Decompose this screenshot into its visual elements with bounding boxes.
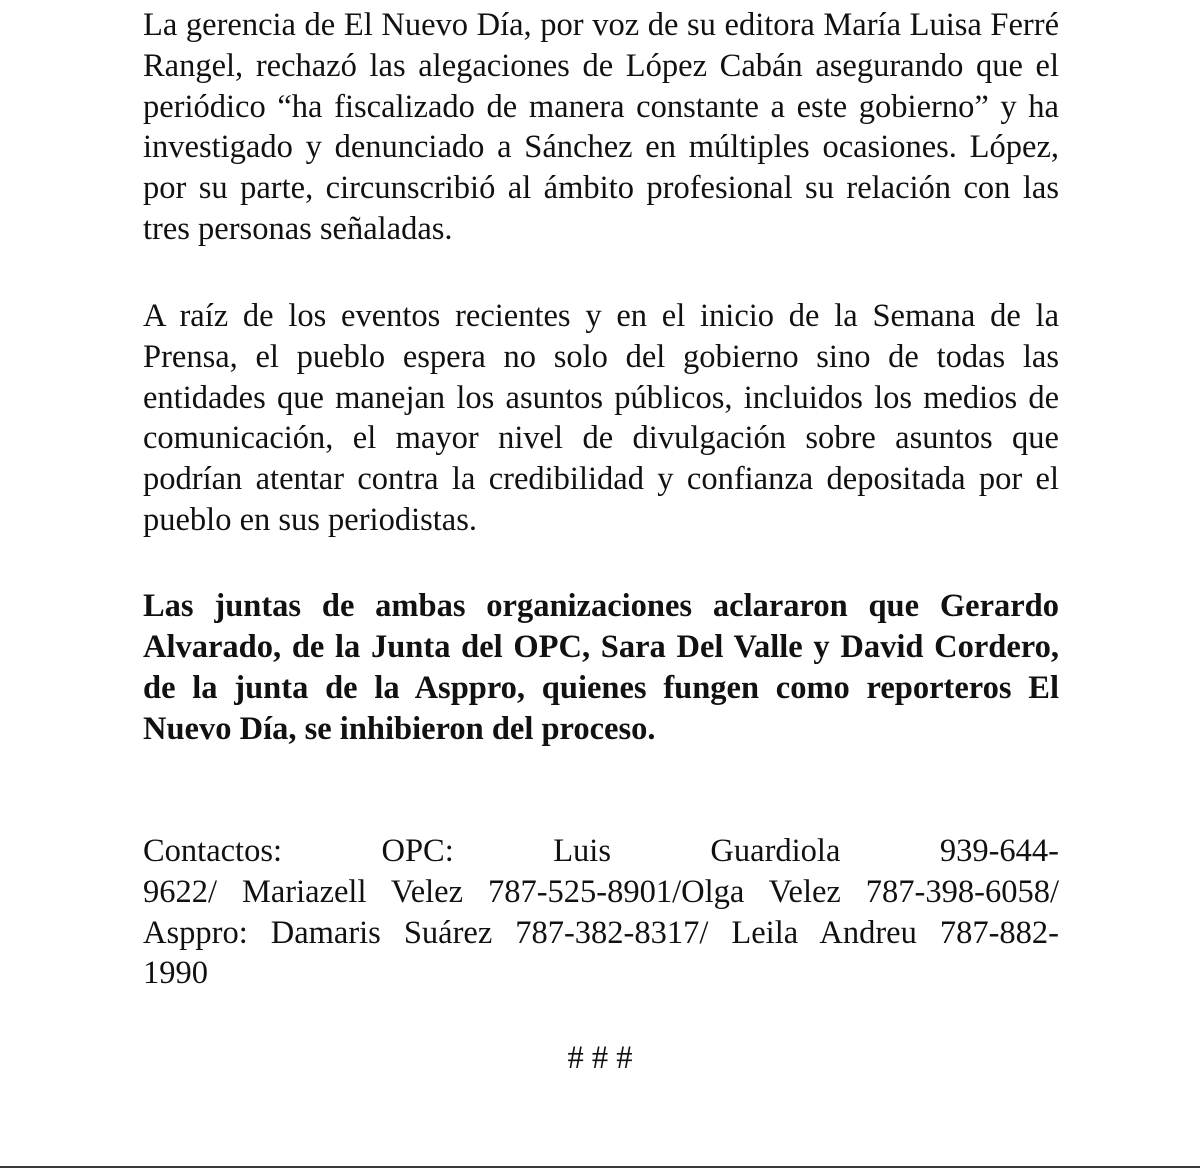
paragraph-board-clarification: Las juntas de ambas organizaciones aclararon que Gerardo Alvarado, de la Junta del OPC, Sara Del Valle y David Cordero, de la junta de la Asppro, quienes fungen como reporteros El Nuevo Día, se inhibieron del proceso. (143, 588, 1059, 747)
contacts-line-1: Contactos: OPC: Luis Guardiola 939-644- (143, 833, 1059, 869)
paragraph-management-response: La gerencia de El Nuevo Día, por voz de su editora María Luisa Ferré Rangel, rechazó las alegaciones de López Cabán asegurando que el periódico “ha fiscalizado de manera constante a este gobierno” y ha investigado y denunciado a Sánchez en múltiples ocasiones. López, por su parte, circunscribió al ámbito profesional su relación con las tres personas señaladas. (143, 7, 1059, 247)
contacts-line-3: Asppro: Damaris Suárez 787-382-8317/ Leila Andreu 787-882- (143, 914, 1059, 951)
end-of-release-mark: # # # (567, 1040, 633, 1076)
page-bottom-divider (0, 1166, 1200, 1168)
paragraph-public-expectation: A raíz de los eventos recientes y en el inicio de la Semana de la Prensa, el pueblo espera no solo del gobierno sino de todas las entidades que manejan los asuntos públicos, incluidos los medios de comunicación, el mayor nivel de divulgación sobre asuntos que podrían atentar contra la credibilidad y confianza depositada por el pueblo en sus periodistas. (143, 298, 1059, 538)
contacts-block (143, 831, 1059, 994)
contacts-line-4: 1990 (143, 955, 208, 992)
contacts-line-2: 9622/ Mariazell Velez 787-525-8901/Olga Velez 787-398-6058/ (143, 873, 1059, 910)
